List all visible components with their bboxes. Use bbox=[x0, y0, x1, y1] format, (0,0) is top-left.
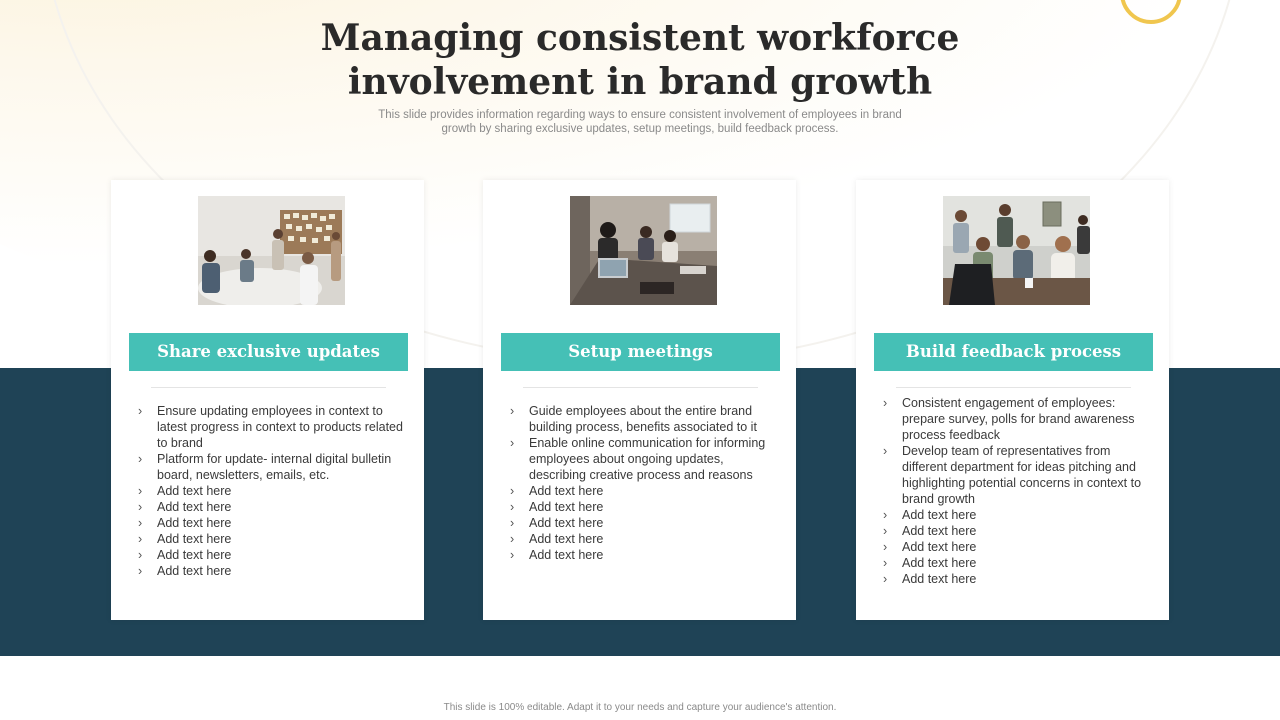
list-item: › Add text here bbox=[507, 499, 775, 515]
slide-subtitle: This slide provides information regarding ways to ensure consistent involvement of employees in brand growth by sharing exclusive updates, setup meetings, build feedback process. bbox=[378, 109, 902, 135]
list-item: › Add text here bbox=[135, 515, 403, 531]
team-meeting-image bbox=[198, 196, 345, 305]
team-laptop-photo bbox=[943, 196, 1090, 305]
list-item: › Add text here bbox=[507, 547, 775, 563]
card-heading: Share exclusive updates bbox=[129, 333, 408, 371]
card-share-updates bbox=[111, 180, 424, 620]
list-item: › Add text here bbox=[507, 515, 775, 531]
list-item: › Add text here bbox=[880, 539, 1148, 555]
list-item: › Add text here bbox=[507, 531, 775, 547]
list-item: › Platform for update- internal digital bulletin board, newsletters, emails, etc. bbox=[135, 451, 403, 483]
card-divider bbox=[151, 387, 386, 388]
list-item: › Add text here bbox=[135, 563, 403, 579]
card-setup-meetings bbox=[483, 180, 796, 620]
list-item: › Add text here bbox=[507, 483, 775, 499]
card-divider bbox=[523, 387, 758, 388]
list-item: › Develop team of representatives from different department for ideas pitching and highlighting potential concerns in context to brand growth bbox=[880, 443, 1148, 507]
list-item: › Add text here bbox=[135, 499, 403, 515]
list-item: › Consistent engagement of employees: prepare survey, polls for brand awareness process feedback bbox=[880, 395, 1148, 443]
card-divider bbox=[896, 387, 1131, 388]
list-item: › Enable online communication for informing employees about ongoing updates, describing creative process and reasons bbox=[507, 435, 775, 483]
list-item: › Add text here bbox=[135, 483, 403, 499]
conference-table-image bbox=[570, 196, 717, 305]
list-item: › Add text here bbox=[880, 555, 1148, 571]
bullet-list bbox=[135, 403, 403, 579]
slide-footer: This slide is 100% editable. Adapt it to your needs and capture your audience's attention. bbox=[443, 702, 837, 713]
list-item: › Add text here bbox=[880, 523, 1148, 539]
bullet-list bbox=[880, 395, 1148, 587]
list-item: › Add text here bbox=[135, 547, 403, 563]
slide-title: Managing consistent workforce involvement in brand growth bbox=[320, 17, 960, 103]
list-item: › Guide employees about the entire brand building process, benefits associated to it bbox=[507, 403, 775, 435]
card-build-feedback bbox=[856, 180, 1169, 620]
list-item: › Add text here bbox=[135, 531, 403, 547]
team-laptop-image bbox=[943, 196, 1090, 305]
conference-photo bbox=[570, 196, 717, 305]
list-item: › Add text here bbox=[880, 571, 1148, 587]
card-heading: Setup meetings bbox=[501, 333, 780, 371]
bullet-list bbox=[507, 403, 775, 563]
team-meeting-photo bbox=[198, 196, 345, 305]
card-heading: Build feedback process bbox=[874, 333, 1153, 371]
list-item: › Ensure updating employees in context to latest progress in context to products related to brand bbox=[135, 403, 403, 451]
list-item: › Add text here bbox=[880, 507, 1148, 523]
